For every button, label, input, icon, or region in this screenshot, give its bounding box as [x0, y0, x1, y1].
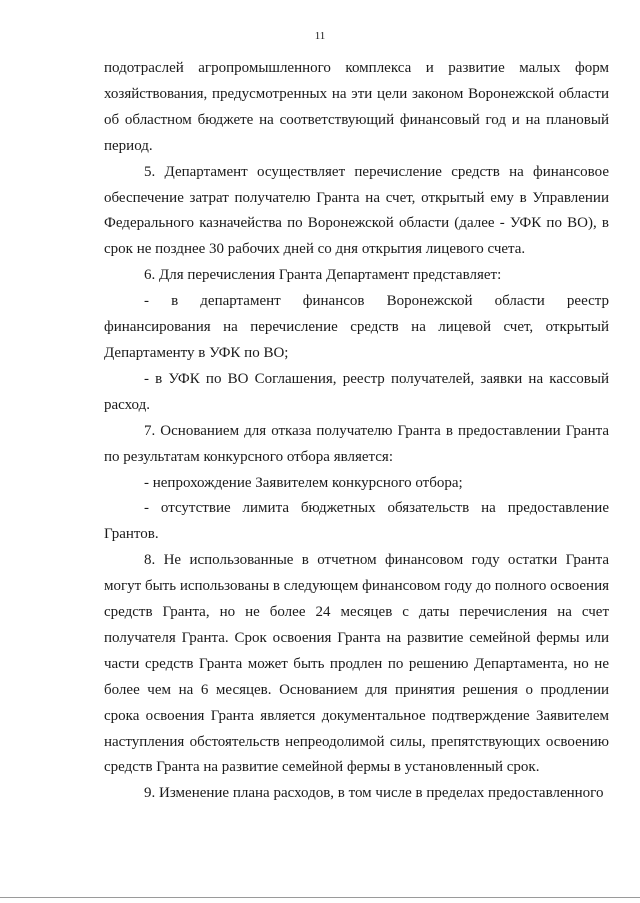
page-bottom-edge: [0, 897, 640, 898]
paragraph-item-9: 9. Изменение плана расходов, в том числе в пределах предоставленного: [144, 785, 604, 802]
paragraph-item-5: 5. Департамент осуществляет перечисление средств на финансовое обеспечение затрат получателю Гранта на счет, открытый ему в Управлении Федерального казначейства по Воронежской области (далее - УФК по ВО), в срок не позднее 30 рабочих дней со дня открытия лицевого счета.: [104, 163, 609, 258]
paragraph-item-7-bullet-1: - непрохождение Заявителем конкурсного отбора;: [144, 474, 463, 491]
paragraph-continuation: подотраслей агропромышленного комплекса и развитие малых форм хозяйствования, предусмотренных на эти цели законом Воронежской области об областном бюджете на соответствующий финансовый год и на плановый период.: [104, 60, 609, 154]
paragraph-item-6-bullet-2: - в УФК по ВО Соглашения, реестр получателей, заявки на кассовый расход.: [104, 370, 609, 413]
paragraph-item-6-bullet-1: - в департамент финансов Воронежской области реестр финансирования на перечисление средств на лицевой счет, открытый Департаменту в УФК по ВО;: [104, 293, 609, 361]
document-body: [104, 56, 609, 807]
paragraph-item-7: 7. Основанием для отказа получателю Гранта в предоставлении Гранта по результатам конкурсного отбора является:: [104, 422, 609, 465]
paragraph-item-8: 8. Не использованные в отчетном финансовом году остатки Гранта могут быть использованы в следующем финансовом году до полного освоения средств Гранта, но не более 24 месяцев с даты перечисления на счет получателя Гранта. Срок освоения Гранта на развитие семейной фермы или части средств Гранта может быть продлен по решению Департамента, но не более чем на 6 месяцев. Основанием для принятия решения о продлении срока освоения Гранта является документальное подтверждение Заявителем наступления обстоятельств непреодолимой силы, препятствующих освоению средств Гранта на развитие семейной фермы в установленный срок.: [104, 552, 609, 776]
page-number: 11: [314, 30, 326, 42]
paragraph-item-7-bullet-2: - отсутствие лимита бюджетных обязательств на предоставление Грантов.: [104, 500, 609, 543]
paragraph-item-6: 6. Для перечисления Гранта Департамент представляет:: [144, 267, 502, 284]
